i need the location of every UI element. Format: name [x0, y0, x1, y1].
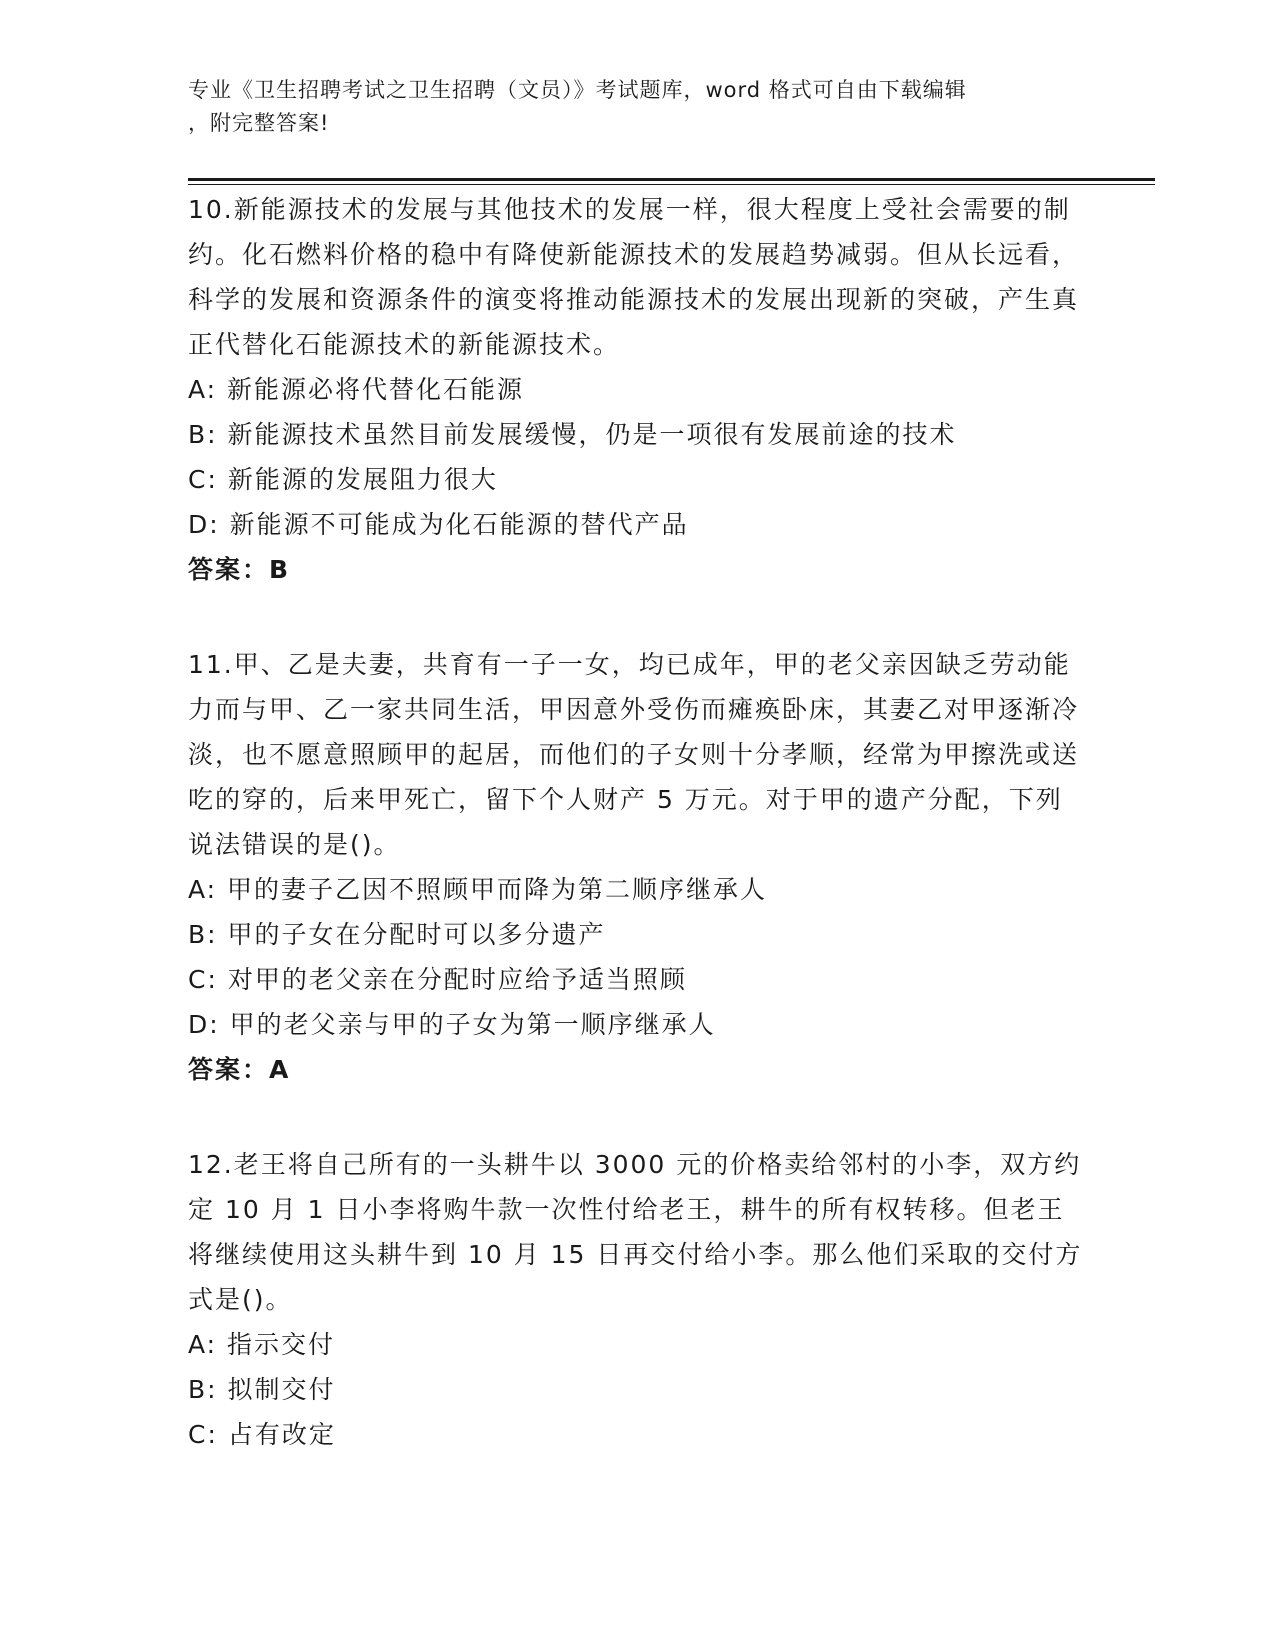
option-a: A: 甲的妻子乙因不照顾甲而降为第二顺序继承人	[188, 875, 768, 904]
option-d: D: 新能源不可能成为化石能源的替代产品	[188, 510, 689, 539]
option-a: A: 新能源必将代替化石能源	[188, 375, 525, 404]
question-12	[188, 1142, 1088, 1457]
answer: 答案：A	[188, 1055, 291, 1084]
question-text: 10.新能源技术的发展与其他技术的发展一样，很大程度上受社会需要的制约。化石燃料价格的稳中有降使新能源技术的发展趋势减弱。但从长远看，科学的发展和资源条件的演变将推动能源技术的发展出现新的突破，产生真正代替化石能源技术的新能源技术。	[188, 195, 1080, 359]
header-divider-thick	[188, 178, 1155, 181]
option-d: D: 甲的老父亲与甲的子女为第一顺序继承人	[188, 1010, 716, 1039]
header-line-2: ，附完整答案!	[188, 111, 330, 135]
question-text: 12.老王将自己所有的一头耕牛以 3000 元的价格卖给邻村的小李，双方约定 10 月 1 日小李将购牛款一次性付给老王，耕牛的所有权转移。但老王将继续使用这头耕牛到 10 月 15 日再交付给小李。那么他们采取的交付方式是()。	[188, 1150, 1083, 1314]
document-header	[188, 74, 1088, 140]
header-line-1: 专业《卫生招聘考试之卫生招聘（文员）》考试题库，word 格式可自由下载编辑	[188, 78, 967, 102]
question-11	[188, 642, 1088, 1092]
option-c: C: 占有改定	[188, 1420, 336, 1449]
header-divider-thin	[188, 184, 1155, 185]
option-c: C: 对甲的老父亲在分配时应给予适当照顾	[188, 965, 687, 994]
option-a: A: 指示交付	[188, 1330, 336, 1359]
question-text: 11.甲、乙是夫妻，共育有一子一女，均已成年，甲的老父亲因缺乏劳动能力而与甲、乙一家共同生活，甲因意外受伤而瘫痪卧床，其妻乙对甲逐渐冷淡，也不愿意照顾甲的起居，而他们的子女则十分孝顺，经常为甲擦洗或送吃的穿的，后来甲死亡，留下个人财产 5 万元。对于甲的遗产分配，下列说法错误的是()。	[188, 650, 1080, 859]
option-b: B: 拟制交付	[188, 1375, 336, 1404]
question-10	[188, 187, 1088, 592]
option-b: B: 甲的子女在分配时可以多分遗产	[188, 920, 606, 949]
option-c: C: 新能源的发展阻力很大	[188, 465, 498, 494]
option-b: B: 新能源技术虽然目前发展缓慢，仍是一项很有发展前途的技术	[188, 420, 957, 449]
answer: 答案：B	[188, 555, 291, 584]
